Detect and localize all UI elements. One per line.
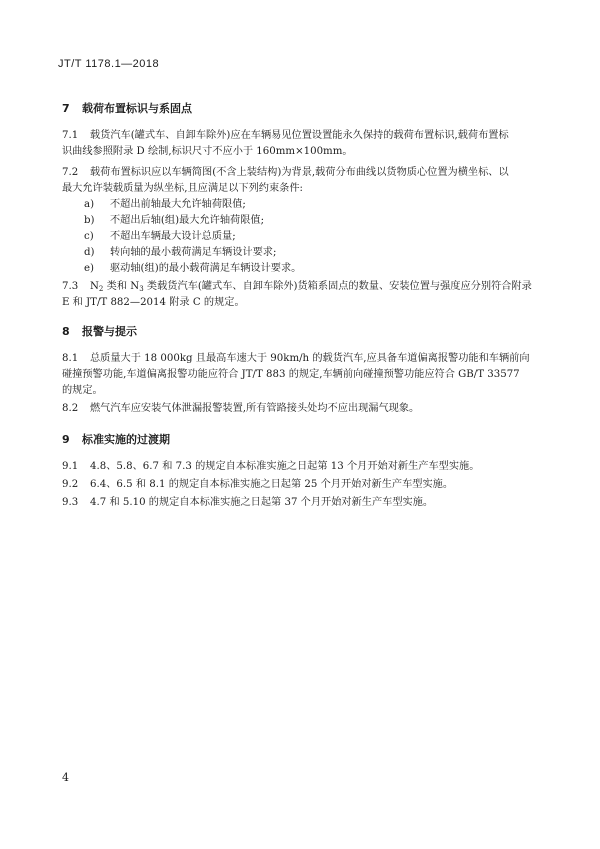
section-9-heading (62, 431, 170, 447)
section-7-number: 7 (62, 102, 70, 115)
clause-7-1-line-2: 识曲线参照附录 D 绘制,标识尺寸不应小于 160mm×100mm。 (62, 146, 353, 157)
clause-8-1-line-1: 8.1 总质量大于 18 000kg 且最高车速大于 90km/h 的载货汽车,应具备车道偏离报警功能和车辆前向 (62, 353, 530, 364)
clause-8-1-line-3: 的规定。 (62, 385, 103, 396)
clause-8-1-number: 8.1 (62, 353, 79, 364)
clause-7-3-line-2: E 和 JT/T 882—2014 附录 C 的规定。 (62, 297, 245, 308)
section-7-title: 载荷布置标识与系固点 (82, 102, 192, 115)
clause-8-2-line-1: 8.2 燃气汽车应安装气体泄漏报警装置,所有管路接头处均不应出现漏气现象。 (62, 403, 420, 414)
clause-7-1-line-1: 7.1 载货汽车(罐式车、自卸车除外)应在车辆易见位置设置能永久保持的载荷布置标识,载荷布置标 (62, 130, 509, 141)
clause-7-2-number: 7.2 (62, 167, 79, 178)
section-8-heading (62, 323, 137, 339)
clause-9-3-number: 9.3 (62, 497, 79, 508)
clause-8-1-line-2: 碰撞预警功能,车道偏离报警功能应符合 JT/T 883 的规定,车辆前向碰撞预警功能应符合 GB/T 33577 (62, 369, 520, 380)
clause-8-2-number: 8.2 (62, 403, 79, 414)
list-item-e: e) 驱动轴(组)的最小载荷满足车辆设计要求。 (84, 263, 302, 274)
clause-7-1-number: 7.1 (62, 130, 79, 141)
section-9-title: 标准实施的过渡期 (82, 433, 170, 446)
page-number: 4 (62, 771, 69, 784)
list-item-a: a) 不超出前轴最大允许轴荷限值; (84, 199, 246, 210)
list-item-c: c) 不超出车辆最大设计总质量; (84, 231, 236, 242)
clause-9-1-number: 9.1 (62, 461, 79, 472)
clause-9-2-number: 9.2 (62, 479, 79, 490)
list-item-b: b) 不超出后轴(组)最大允许轴荷限值; (84, 215, 265, 226)
document-code-header: JT/T 1178.1—2018 (58, 58, 160, 70)
clause-7-2-line-2: 最大允许装载质量为纵坐标,且应满足以下列约束条件: (62, 183, 303, 194)
clause-9-1: 9.1 4.8、5.8、6.7 和 7.3 的规定自本标准实施之日起第 13 个月开始对新生产车型实施。 (62, 461, 480, 472)
section-9-number: 9 (62, 433, 70, 446)
clause-9-2: 9.2 6.4、6.5 和 8.1 的规定自本标准实施之日起第 25 个月开始对新生产车型实施。 (62, 479, 454, 490)
clause-9-3: 9.3 4.7 和 5.10 的规定自本标准实施之日起第 37 个月开始对新生产车型实施。 (62, 497, 434, 508)
clause-7-3-number: 7.3 (62, 281, 79, 292)
section-7-heading (62, 100, 192, 116)
section-8-number: 8 (62, 325, 70, 338)
clause-7-2-line-1: 7.2 载荷布置标识应以车辆简图(不含上装结构)为背景,载荷分布曲线以货物质心位置为横坐标、以 (62, 167, 509, 178)
clause-7-3-line-1: 7.3 $N_2$ 类和 $N_3$ 类载货汽车(罐式车、自卸车除外)货箱系固点的数量、安装位置与强度应分别符合附录 (62, 281, 532, 293)
list-item-d: d) 转向轴的最小载荷满足车辆设计要求; (84, 247, 277, 258)
section-8-title: 报警与提示 (82, 325, 137, 338)
